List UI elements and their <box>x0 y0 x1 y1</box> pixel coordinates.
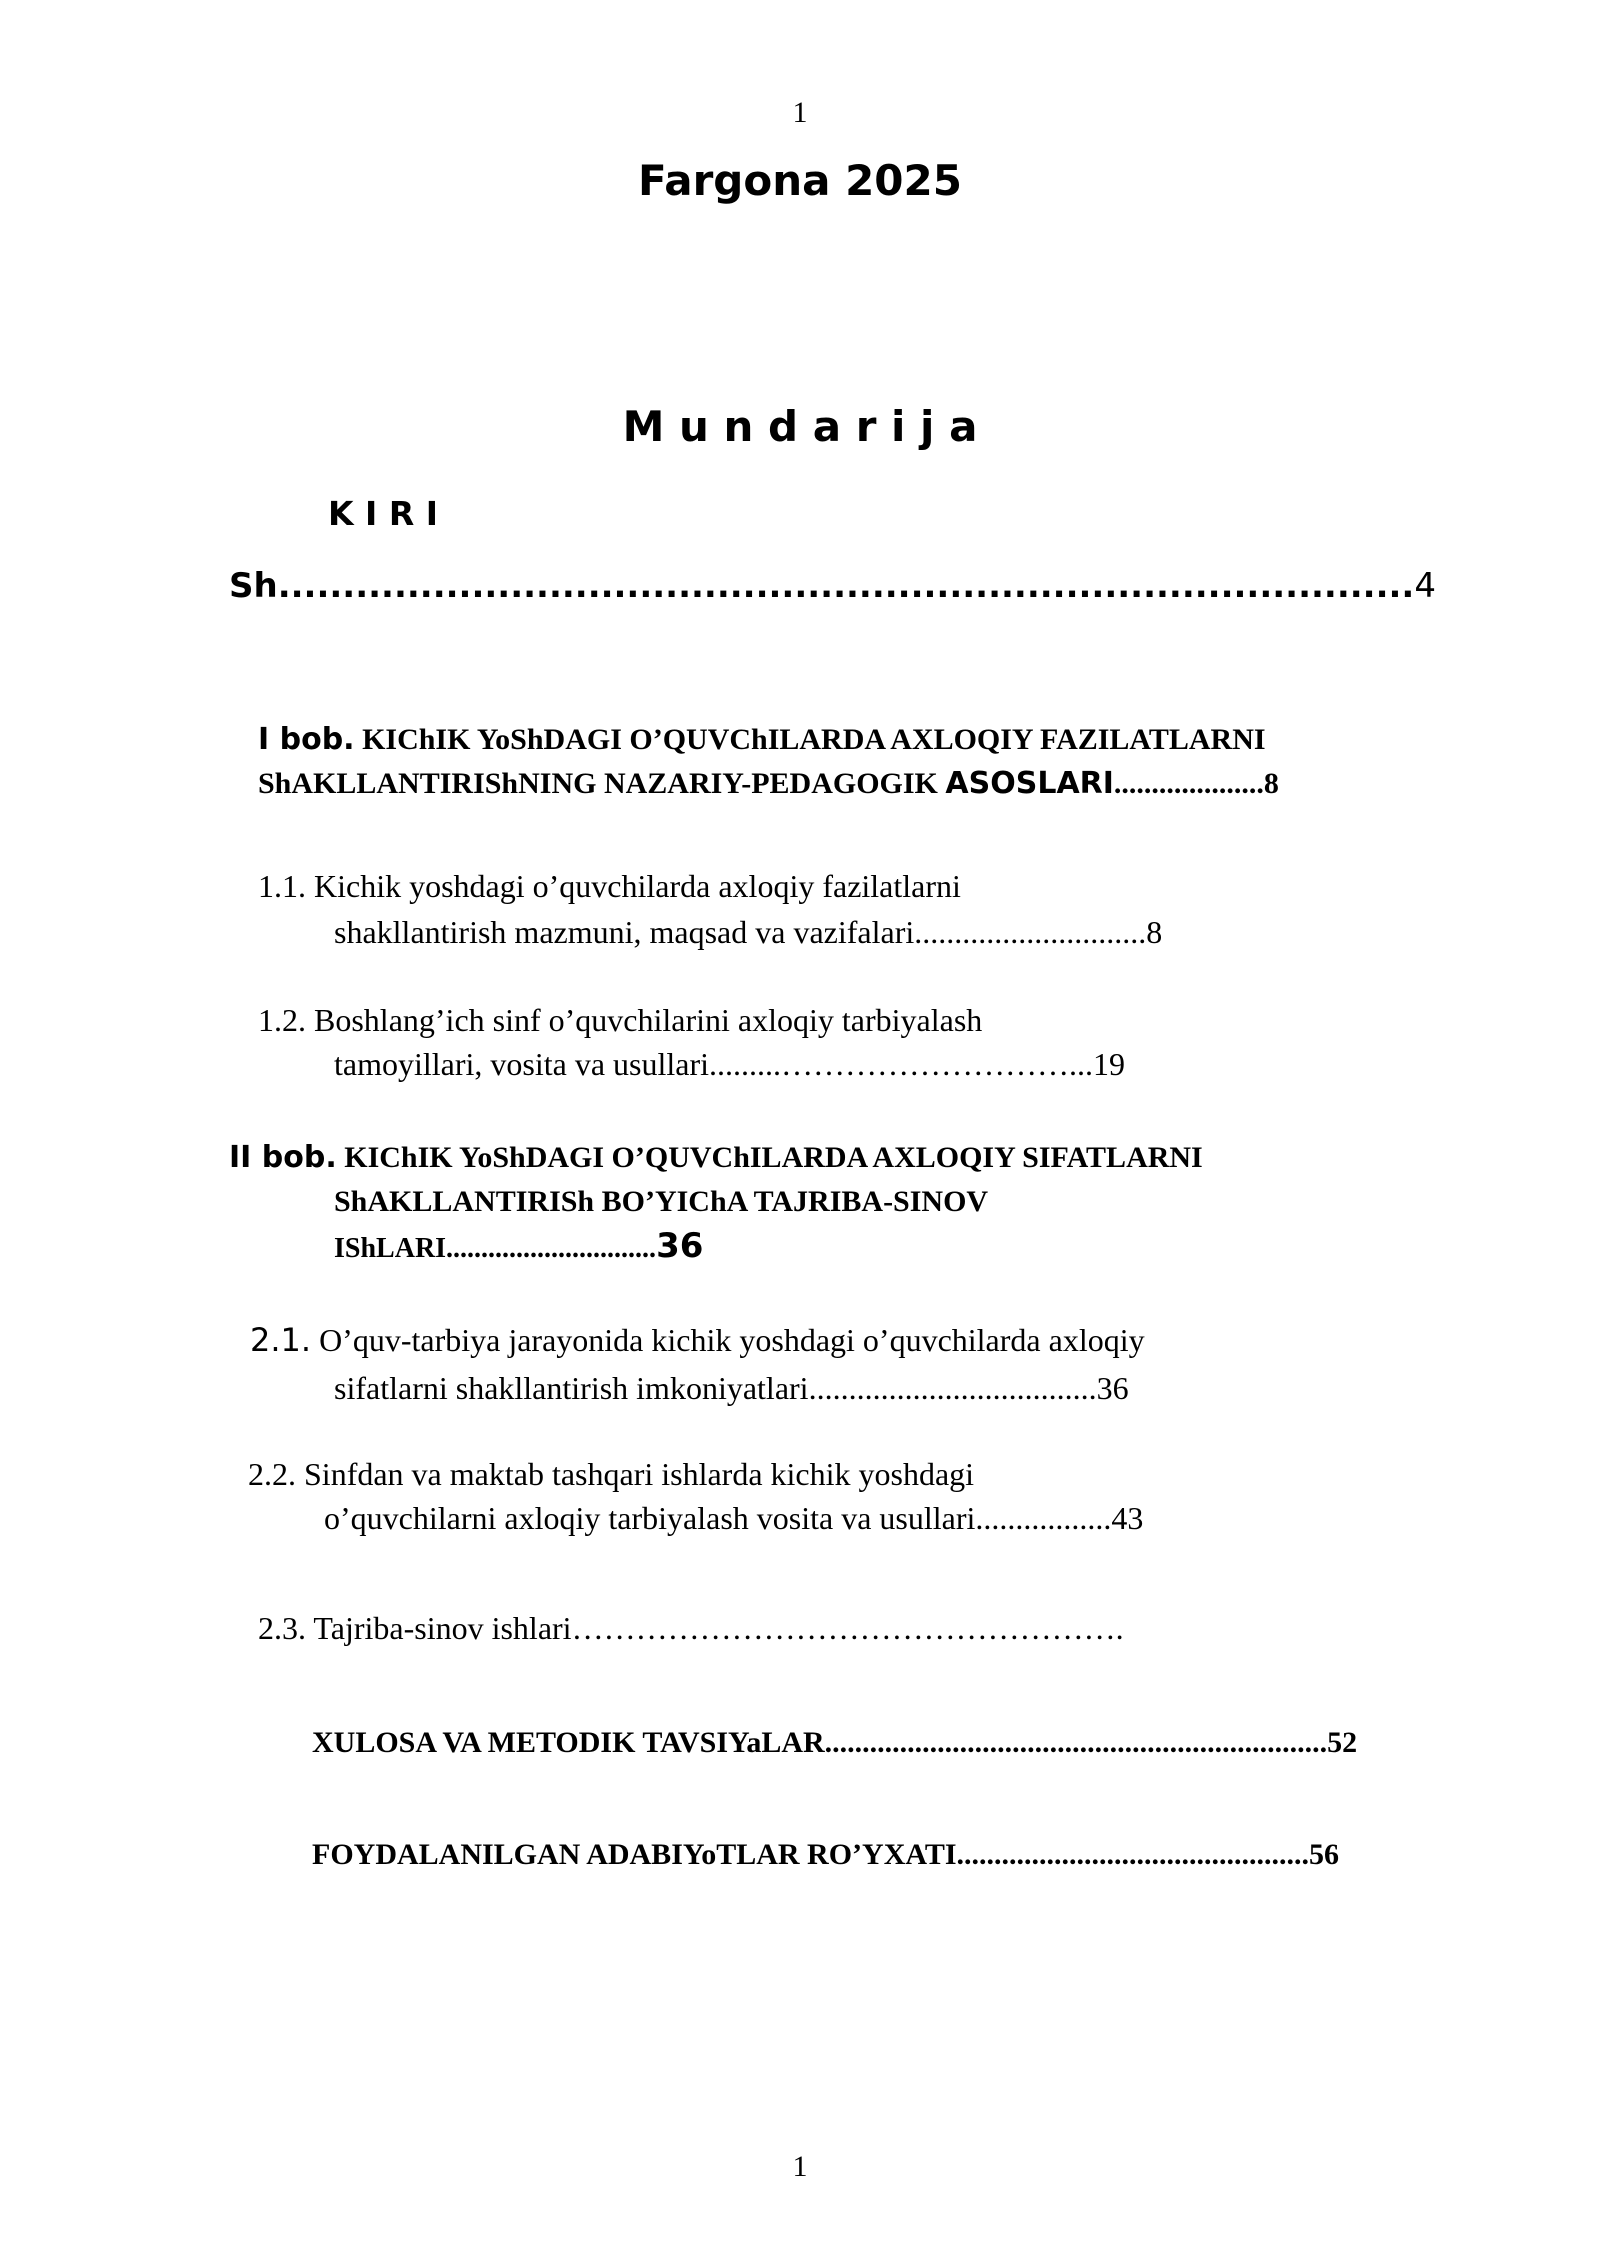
section-1-1-title: Kichik yoshdagi o’quvchilarda axloqiy fazilatlarni <box>314 868 961 904</box>
chapter2-line3 <box>334 1224 703 1271</box>
section-2-2-line1 <box>248 1452 974 1496</box>
chapter2-line1 <box>229 1136 1203 1180</box>
chapter2-title-line2: ShAKLLANTIRISh BO’YIChA TAJRIBA-SINOV <box>334 1185 989 1218</box>
section-2-3-title: Tajriba-sinov ishlari……………………………………………. <box>313 1610 1124 1646</box>
section-2-1-line1 <box>250 1318 1145 1362</box>
chapter2-page: 36 <box>656 1226 704 1266</box>
section-1-2-line2: tamoyillari, vosita va usullari.........………………………...19 <box>334 1046 1126 1082</box>
chapter2-prefix: II bob. <box>229 1140 337 1175</box>
section-1-1-line2: shakllantirish mazmuni, maqsad va vazifalari.............................8 <box>334 914 1163 950</box>
section-2-3-line1 <box>258 1606 1124 1650</box>
section-2-1-line2: sifatlarni shakllantirish imkoniyatlari....................................36 <box>334 1370 1129 1406</box>
section-2-1-title: O’quv-tarbiya jarayonida kichik yoshdagi o’quvchilarda axloqiy <box>319 1322 1145 1358</box>
section-1-1-number: 1.1. <box>258 868 306 904</box>
chapter1-title-line1: KIChIK YoShDAGI O’QUVChILARDA AXLOQIY FAZILATLARNI <box>362 723 1266 756</box>
section-2-2-title: Sinfdan va maktab tashqari ishlarda kichik yoshdagi <box>304 1456 975 1492</box>
section-1-1-line1 <box>258 864 961 908</box>
chapter1-title-line2-sans: ASOSLARI <box>945 766 1114 801</box>
chapter2-title-line1: KIChIK YoShDAGI O’QUVChILARDA AXLOQIY SIFATLARNI <box>344 1141 1203 1174</box>
chapter1-title-line2: ShAKLLANTIRIShNING NAZARIY-PEDAGOGIK <box>258 767 946 800</box>
city-year: Fargona 2025 <box>638 156 962 205</box>
section-2-3-number: 2.3. <box>258 1610 306 1646</box>
section-1-2-number: 1.2. <box>258 1002 306 1038</box>
chapter2-title-line3: IShLARI.............................. <box>334 1233 657 1264</box>
page-number-bottom: 1 <box>792 2150 808 2183</box>
section-1-2-line1 <box>258 998 982 1042</box>
chapter1-prefix: I bob. <box>258 722 355 757</box>
references-entry: FOYDALANILGAN ADABIYoTLAR RO’YXATI...............................................56 <box>312 1838 1340 1871</box>
intro-entry <box>229 566 1436 606</box>
toc-heading: M u n d a r i j a <box>622 402 978 451</box>
conclusion-entry: XULOSA VA METODIK TAVSIYaLAR...................................................................52 <box>312 1726 1358 1759</box>
intro-label-part1: K I R I <box>328 494 439 533</box>
chapter1-line2 <box>258 762 1279 806</box>
section-1-2-title: Boshlang’ich sinf o’quvchilarini axloqiy tarbiyalash <box>314 1002 983 1038</box>
section-2-2-number: 2.2. <box>248 1456 296 1492</box>
section-2-2-line2: o’quvchilarni axloqiy tarbiyalash vosita va usullari.................43 <box>324 1500 1144 1536</box>
page-number-top: 1 <box>792 96 808 129</box>
intro-label-part2: Sh <box>229 566 278 606</box>
chapter1-leader-page: ....................8 <box>1113 767 1279 800</box>
chapter1-line1 <box>258 718 1266 762</box>
intro-page: 4 <box>1414 566 1436 606</box>
section-2-1-number: 2.1. <box>250 1321 312 1359</box>
intro-leader: ........................................................................................ <box>277 566 1415 606</box>
